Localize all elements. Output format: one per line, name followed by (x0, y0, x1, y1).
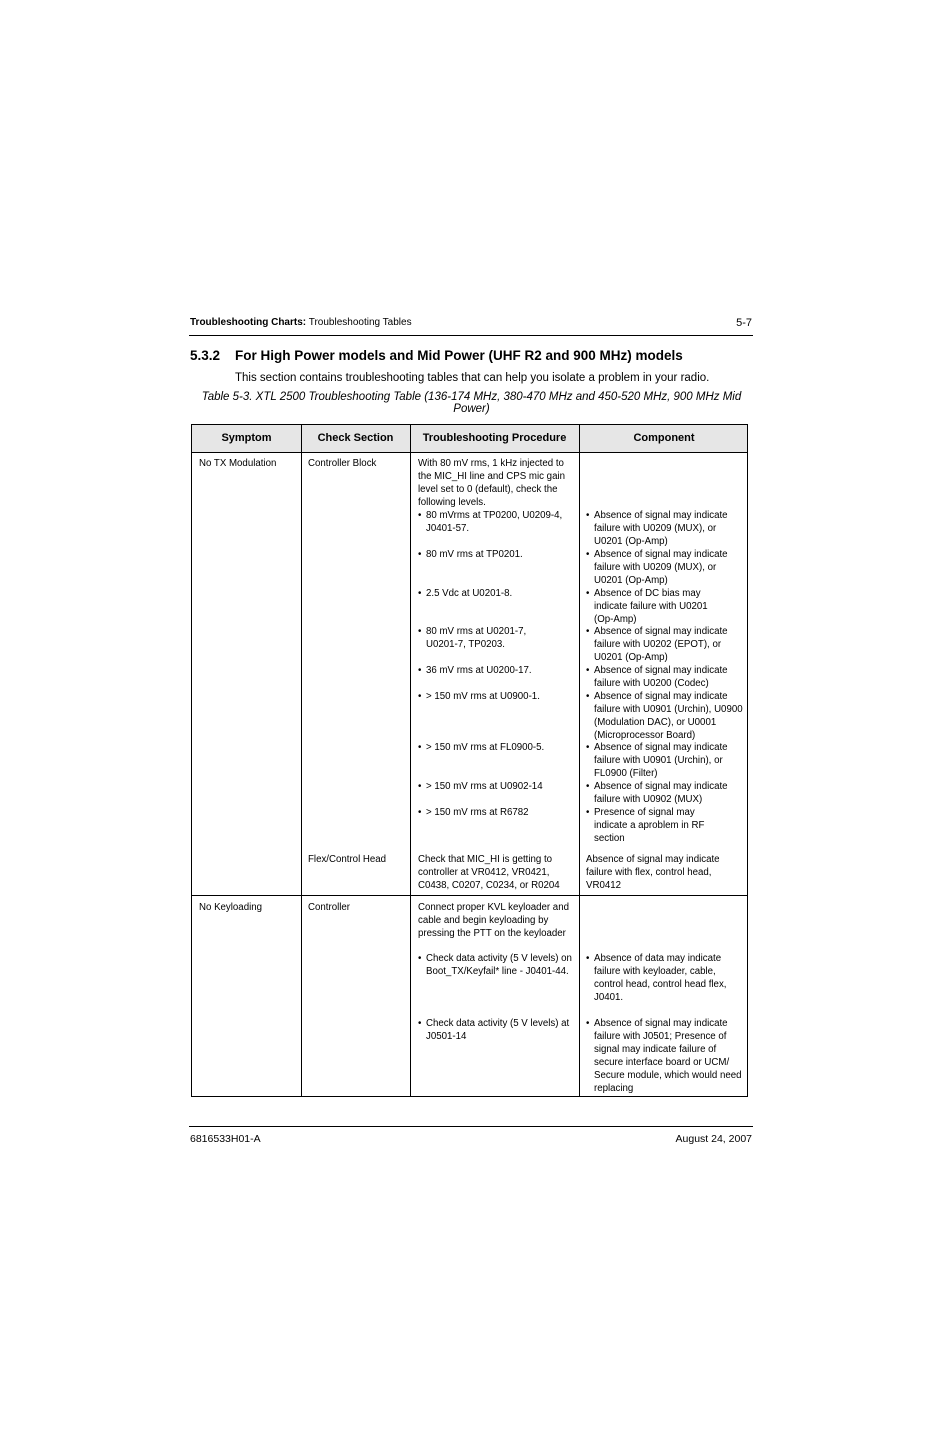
footer-doc-number: 6816533H01-A (190, 1133, 261, 1145)
column-divider (579, 425, 580, 1096)
check-section-cell: Controller Block (308, 458, 377, 469)
column-header-component: Component (633, 432, 695, 444)
column-header-check-section: Check Section (317, 432, 394, 444)
troubleshooting-table: Symptom Check Section Troubleshooting Procedure Component No TX Modulation Controller Block With 80 mV rms, 1 kHz injected to the MIC_HI line and CPS mic gain level set to 0 (default), check the following levels. • 80 mVrms at TP0200, U0209-4, J0401-57. • Absence of signal may indicate failure with U0209 (MUX), or U0201 (Op-Amp) • 80 mV rms at TP0201. • Absence of signal may indicate failure with U0209 (MUX), or U0201 (Op-Amp) • 2.5 Vdc at U0201-8. • Absence of DC bias may indicate failure with U0201 (Op-Amp) • 80 mV rms at U0201-7, U0201-7, TP0203. • Absence of signal may indicate failure with U0202 (EPOT), or U0201 (Op-Amp) • 36 mV rms at U0200-17. • Absence of signal may indicate failure with U0200 (Codec) • > 150 mV rms at U0900-1. • Absence of signal may indicate failure with U0901 (Urchin), U0900 (Modulation DAC), or U0001 (Microprocessor Board) • > 150 mV rms at FL0900-5. • Absence of signal may indicate failure with U0901 (Urchin), or FL0900 (Filter) • > 150 mV rms at U0902-14 • Absence of signal may indicate failure with U0902 (MUX) • > 150 mV rms at R6782 • Presence of signal may indicate a aproblem in RF section Flex/Control Head Check that MIC_HI is getting to controller at VR0412, VR0421, C0438, C0207, C0234, or R0204 Absence of signal may indicate failure with flex, control head, VR0412 No Keyloading Controller Connect proper KVL keyloader and cable and begin keyloading by pressing the PTT on the keyloader • Check data activity (5 V levels) on Boot_TX/Keyfail* line - J0401-44. • Absence of data may indicate failure with keyloader, cable, control head, control head flex, J0401. • Check data activity (5 V levels) at J0501-14 • Absence of signal may indicate failure with J0501; Presence of signal may indicate failure of secure interface board or UCM/ Secure module, which would need replacing (191, 424, 748, 1097)
header-divider (192, 452, 747, 453)
bullet-icon: • (586, 1018, 590, 1029)
component-cell: Absence of signal may indicate failure with flex, control head, VR0412 (586, 854, 720, 891)
section-number: 5.3.2 (190, 348, 221, 363)
bullet-icon: • (418, 510, 422, 521)
header-page-number: 5-7 (736, 317, 752, 329)
procedure-intro: Connect proper KVL keyloader and cable and begin keyloading by pressing the PTT on the keyloader (418, 902, 569, 939)
header-section: Troubleshooting Tables (308, 317, 412, 328)
bullet-icon: • (418, 953, 422, 964)
bullet-icon: • (418, 742, 422, 753)
bullet-icon: • (418, 588, 422, 599)
column-divider (410, 425, 411, 1096)
column-header-procedure: Troubleshooting Procedure (422, 432, 567, 444)
bullet-icon: • (586, 742, 590, 753)
footer-date: August 24, 2007 (675, 1133, 752, 1145)
bullet-icon: • (586, 781, 590, 792)
row-divider (192, 895, 747, 896)
bullet-icon: • (418, 1018, 422, 1029)
section-title: For High Power models and Mid Power (UHF R2 and 900 MHz) models (235, 348, 683, 363)
check-section-cell: Controller (308, 902, 350, 913)
bullet-icon: • (586, 807, 590, 818)
bullet-icon: • (418, 549, 422, 560)
procedure-intro: With 80 mV rms, 1 kHz injected to the MIC_HI line and CPS mic gain level set to 0 (default), check the following levels. (418, 458, 565, 508)
check-section-cell: Flex/Control Head (308, 854, 387, 865)
bullet-icon: • (586, 691, 590, 702)
procedure-cell: Check that MIC_HI is getting to controller at VR0412, VR0421, C0438, C0207, C0234, or R0204 (418, 854, 560, 891)
header-chapter: Troubleshooting Charts: (190, 317, 307, 328)
intro-text: This section contains troubleshooting tables that can help you isolate a problem in your radio. (235, 372, 710, 384)
bullet-icon: • (586, 588, 590, 599)
symptom-cell: No TX Modulation (199, 458, 277, 469)
symptom-cell: No Keyloading (199, 902, 263, 913)
column-header-symptom: Symptom (221, 432, 272, 444)
bullet-icon: • (586, 626, 590, 637)
bullet-icon: • (586, 549, 590, 560)
header-rule (189, 335, 753, 336)
table-caption: Table 5-3. XTL 2500 Troubleshooting Table (136-174 MHz, 380-470 MHz and 450-520 MHz, 900 MHz Mid Power) (201, 391, 742, 415)
column-divider (301, 425, 302, 1096)
bullet-icon: • (418, 691, 422, 702)
bullet-icon: • (586, 510, 590, 521)
bullet-icon: • (418, 626, 422, 637)
bullet-icon: • (418, 807, 422, 818)
running-header (190, 317, 412, 328)
bullet-icon: • (418, 781, 422, 792)
footer-rule (189, 1126, 753, 1127)
bullet-icon: • (586, 953, 590, 964)
bullet-icon: • (586, 665, 590, 676)
bullet-icon: • (418, 665, 422, 676)
